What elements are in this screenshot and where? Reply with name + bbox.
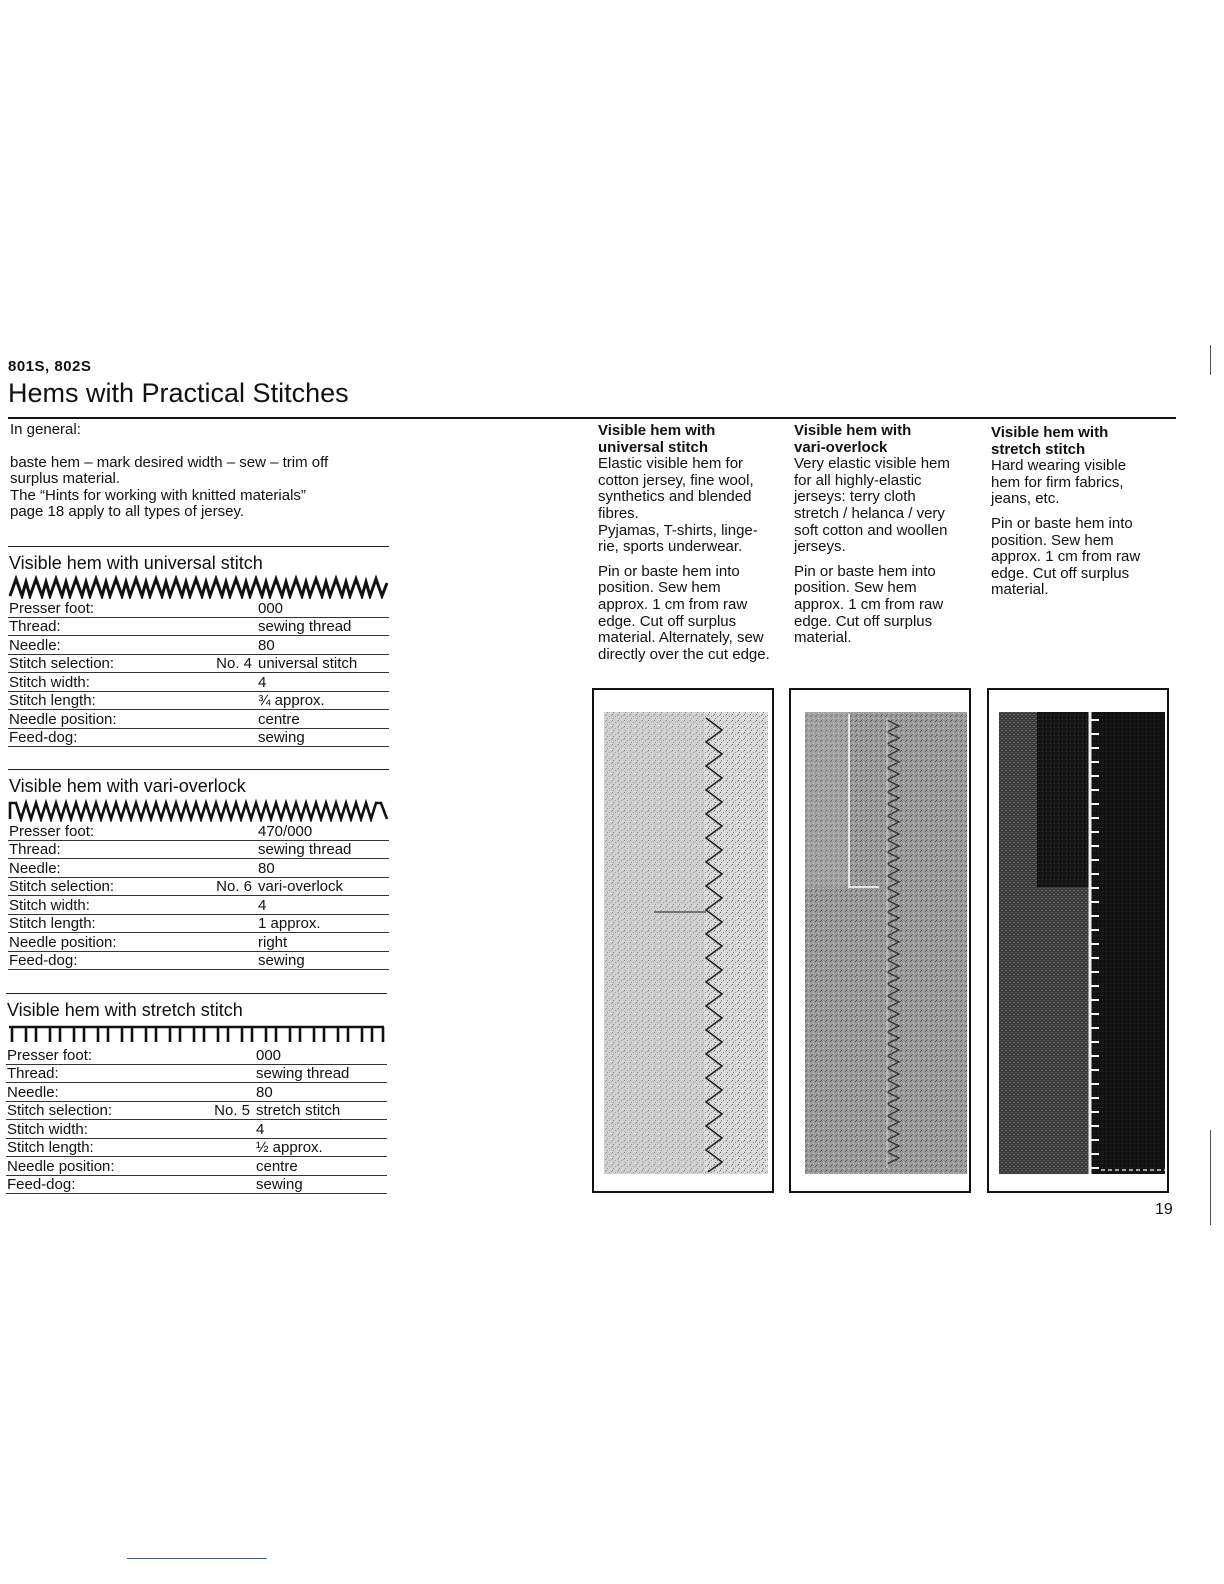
row-label: Presser foot: xyxy=(6,1046,197,1064)
spec-universal-stitch xyxy=(8,546,389,747)
row-label: Feed-dog: xyxy=(8,951,199,970)
column-text: material. Alternately, sew xyxy=(598,629,764,647)
table-row xyxy=(8,710,389,729)
row-label: Thread: xyxy=(8,840,199,859)
row-number xyxy=(197,1175,255,1194)
page-edge-mark xyxy=(1210,345,1211,375)
page-title: Hems with Practical Stitches xyxy=(8,378,349,408)
intro-label: In general: xyxy=(10,421,81,438)
row-value: centre xyxy=(257,710,389,729)
title-divider xyxy=(8,417,1176,419)
row-label: Stitch width: xyxy=(8,673,199,692)
row-label: Thread: xyxy=(8,617,199,636)
column-stretch-stitch xyxy=(991,425,1183,599)
table-row xyxy=(8,654,389,673)
row-value: centre xyxy=(255,1157,387,1176)
row-value: sewing thread xyxy=(257,840,389,859)
row-value: sewing xyxy=(257,728,389,747)
section-divider xyxy=(6,993,387,994)
row-value: sewing xyxy=(255,1175,387,1194)
row-number xyxy=(199,859,257,878)
table-row xyxy=(6,1157,387,1176)
column-text: jeans, etc. xyxy=(991,490,1060,508)
row-number: No. 4 xyxy=(199,654,257,673)
table-row xyxy=(8,933,389,952)
row-number xyxy=(197,1064,255,1083)
spec-stretch-stitch xyxy=(6,993,387,1194)
row-label: Stitch selection: xyxy=(8,654,199,673)
table-row xyxy=(6,1046,387,1064)
spec-table xyxy=(8,822,389,970)
row-value: ¾ approx. xyxy=(257,691,389,710)
column-text: for all highly-elastic xyxy=(794,471,922,489)
column-text: material. xyxy=(794,629,852,647)
footer-rule xyxy=(127,1558,267,1559)
row-label: Feed-dog: xyxy=(6,1175,197,1194)
section-divider xyxy=(8,546,389,547)
row-number xyxy=(199,636,257,655)
row-number xyxy=(199,896,257,915)
row-value: 80 xyxy=(255,1083,387,1102)
column-text: approx. 1 cm from raw xyxy=(794,595,944,613)
column-text: fibres. xyxy=(598,504,639,522)
column-text: edge. Cut off surplus xyxy=(794,612,933,630)
table-row xyxy=(8,636,389,655)
row-number xyxy=(199,617,257,636)
column-text: stretch / helanca / very xyxy=(794,504,945,522)
column-vari-overlock xyxy=(794,423,986,647)
row-label: Needle: xyxy=(8,859,199,878)
page-edge-mark xyxy=(1210,1130,1211,1225)
row-value: 80 xyxy=(257,859,389,878)
row-label: Needle position: xyxy=(6,1157,197,1176)
row-label: Stitch width: xyxy=(6,1120,197,1139)
row-value: right xyxy=(257,933,389,952)
vari-overlock-stitch-icon xyxy=(8,798,389,822)
column-title: Visible hem with xyxy=(598,422,716,439)
column-text: approx. 1 cm from raw xyxy=(598,595,748,613)
row-number xyxy=(197,1083,255,1102)
table-row xyxy=(8,877,389,896)
table-row xyxy=(8,914,389,933)
table-row xyxy=(6,1064,387,1083)
column-text: material. xyxy=(991,581,1049,599)
column-title: universal stitch xyxy=(598,438,709,456)
table-row xyxy=(6,1101,387,1120)
intro-line: surplus material. xyxy=(10,470,121,487)
row-value: 470/000 xyxy=(257,822,389,840)
table-row xyxy=(8,617,389,636)
column-title: stretch stitch xyxy=(991,440,1086,458)
column-text: jerseys. xyxy=(794,538,846,556)
column-text: Pin or baste hem into xyxy=(794,562,936,580)
row-number xyxy=(197,1046,255,1064)
column-text: position. Sew hem xyxy=(794,579,917,597)
column-universal-stitch xyxy=(598,423,790,663)
column-text: rie, sports underwear. xyxy=(598,538,743,556)
row-value: sewing thread xyxy=(255,1064,387,1083)
universal-stitch-icon xyxy=(8,575,389,599)
column-text: synthetics and blended xyxy=(598,488,752,506)
spec-table xyxy=(6,1046,387,1194)
intro-text xyxy=(10,422,390,521)
spec-table xyxy=(8,599,389,747)
table-row xyxy=(8,599,389,617)
table-row xyxy=(8,673,389,692)
column-text: hem for firm fabrics, xyxy=(991,473,1124,491)
row-label: Stitch selection: xyxy=(8,877,199,896)
intro-line: page 18 apply to all types of jersey. xyxy=(10,503,245,520)
column-text: edge. Cut off surplus xyxy=(991,564,1130,582)
row-label: Presser foot: xyxy=(8,599,199,617)
row-number xyxy=(197,1157,255,1176)
row-label: Needle: xyxy=(6,1083,197,1102)
table-row xyxy=(8,859,389,878)
row-value: vari-overlock xyxy=(257,877,389,896)
row-value: 1 approx. xyxy=(257,914,389,933)
table-row xyxy=(8,951,389,970)
column-text: directly over the cut edge. xyxy=(598,645,770,663)
column-text: Pin or baste hem into xyxy=(598,562,740,580)
page-number: 19 xyxy=(1155,1201,1173,1218)
row-value: ½ approx. xyxy=(255,1138,387,1157)
column-text: approx. 1 cm from raw xyxy=(991,548,1141,566)
column-text: edge. Cut off surplus xyxy=(598,612,737,630)
row-label: Needle position: xyxy=(8,933,199,952)
intro-line: baste hem – mark desired width – sew – trim off xyxy=(10,453,329,471)
column-text: Pyjamas, T-shirts, linge- xyxy=(598,521,758,539)
table-row xyxy=(8,728,389,747)
row-value: sewing xyxy=(257,951,389,970)
row-number xyxy=(197,1138,255,1157)
row-value: 4 xyxy=(257,896,389,915)
table-row xyxy=(8,691,389,710)
row-label: Needle: xyxy=(8,636,199,655)
photo-stretch-stitch-sample xyxy=(987,688,1169,1193)
row-label: Presser foot: xyxy=(8,822,199,840)
row-number xyxy=(199,951,257,970)
row-value: 4 xyxy=(257,673,389,692)
row-label: Stitch length: xyxy=(8,914,199,933)
row-label: Needle position: xyxy=(8,710,199,729)
row-label: Stitch selection: xyxy=(6,1101,197,1120)
table-row xyxy=(8,840,389,859)
table-row xyxy=(6,1138,387,1157)
intro-line: The “Hints for working with knitted materials” xyxy=(10,486,306,504)
row-number xyxy=(199,914,257,933)
column-title: vari-overlock xyxy=(794,438,888,456)
spec-heading: Visible hem with stretch stitch xyxy=(7,1000,243,1020)
photo-universal-stitch-sample xyxy=(592,688,774,1193)
row-value: 4 xyxy=(255,1120,387,1139)
column-text: Pin or baste hem into xyxy=(991,514,1133,532)
spec-vari-overlock xyxy=(8,769,389,970)
row-value: stretch stitch xyxy=(255,1101,387,1120)
spec-heading: Visible hem with vari-overlock xyxy=(9,776,246,796)
row-number: No. 6 xyxy=(199,877,257,896)
row-number xyxy=(199,710,257,729)
row-number xyxy=(199,840,257,859)
row-value: 000 xyxy=(255,1046,387,1064)
row-label: Feed-dog: xyxy=(8,728,199,747)
column-text: position. Sew hem xyxy=(991,531,1114,549)
row-number xyxy=(199,691,257,710)
stretch-stitch-icon xyxy=(6,1022,387,1046)
column-text: Hard wearing visible xyxy=(991,457,1127,475)
table-row xyxy=(6,1120,387,1139)
row-number xyxy=(199,673,257,692)
column-text: soft cotton and woollen xyxy=(794,521,948,539)
row-label: Stitch length: xyxy=(8,691,199,710)
row-label: Stitch width: xyxy=(8,896,199,915)
row-value: 80 xyxy=(257,636,389,655)
table-row xyxy=(6,1175,387,1194)
row-number xyxy=(199,728,257,747)
row-number xyxy=(199,599,257,617)
row-value: sewing thread xyxy=(257,617,389,636)
row-number: No. 5 xyxy=(197,1101,255,1120)
row-label: Stitch length: xyxy=(6,1138,197,1157)
column-text: Elastic visible hem for xyxy=(598,455,744,473)
table-row xyxy=(8,822,389,840)
row-label: Thread: xyxy=(6,1064,197,1083)
column-text: Very elastic visible hem xyxy=(794,455,950,473)
model-numbers: 801S, 802S xyxy=(8,358,92,375)
row-number xyxy=(197,1120,255,1139)
column-text: cotton jersey, fine wool, xyxy=(598,471,754,489)
row-number xyxy=(199,822,257,840)
table-row xyxy=(8,896,389,915)
spec-heading: Visible hem with universal stitch xyxy=(9,553,263,573)
row-value: 000 xyxy=(257,599,389,617)
photo-vari-overlock-sample xyxy=(789,688,971,1193)
column-title: Visible hem with xyxy=(794,422,912,439)
column-text: position. Sew hem xyxy=(598,579,721,597)
table-row xyxy=(6,1083,387,1102)
row-value: universal stitch xyxy=(257,654,389,673)
column-title: Visible hem with xyxy=(991,424,1109,441)
row-number xyxy=(199,933,257,952)
section-divider xyxy=(8,769,389,770)
column-text: jerseys: terry cloth xyxy=(794,488,916,506)
